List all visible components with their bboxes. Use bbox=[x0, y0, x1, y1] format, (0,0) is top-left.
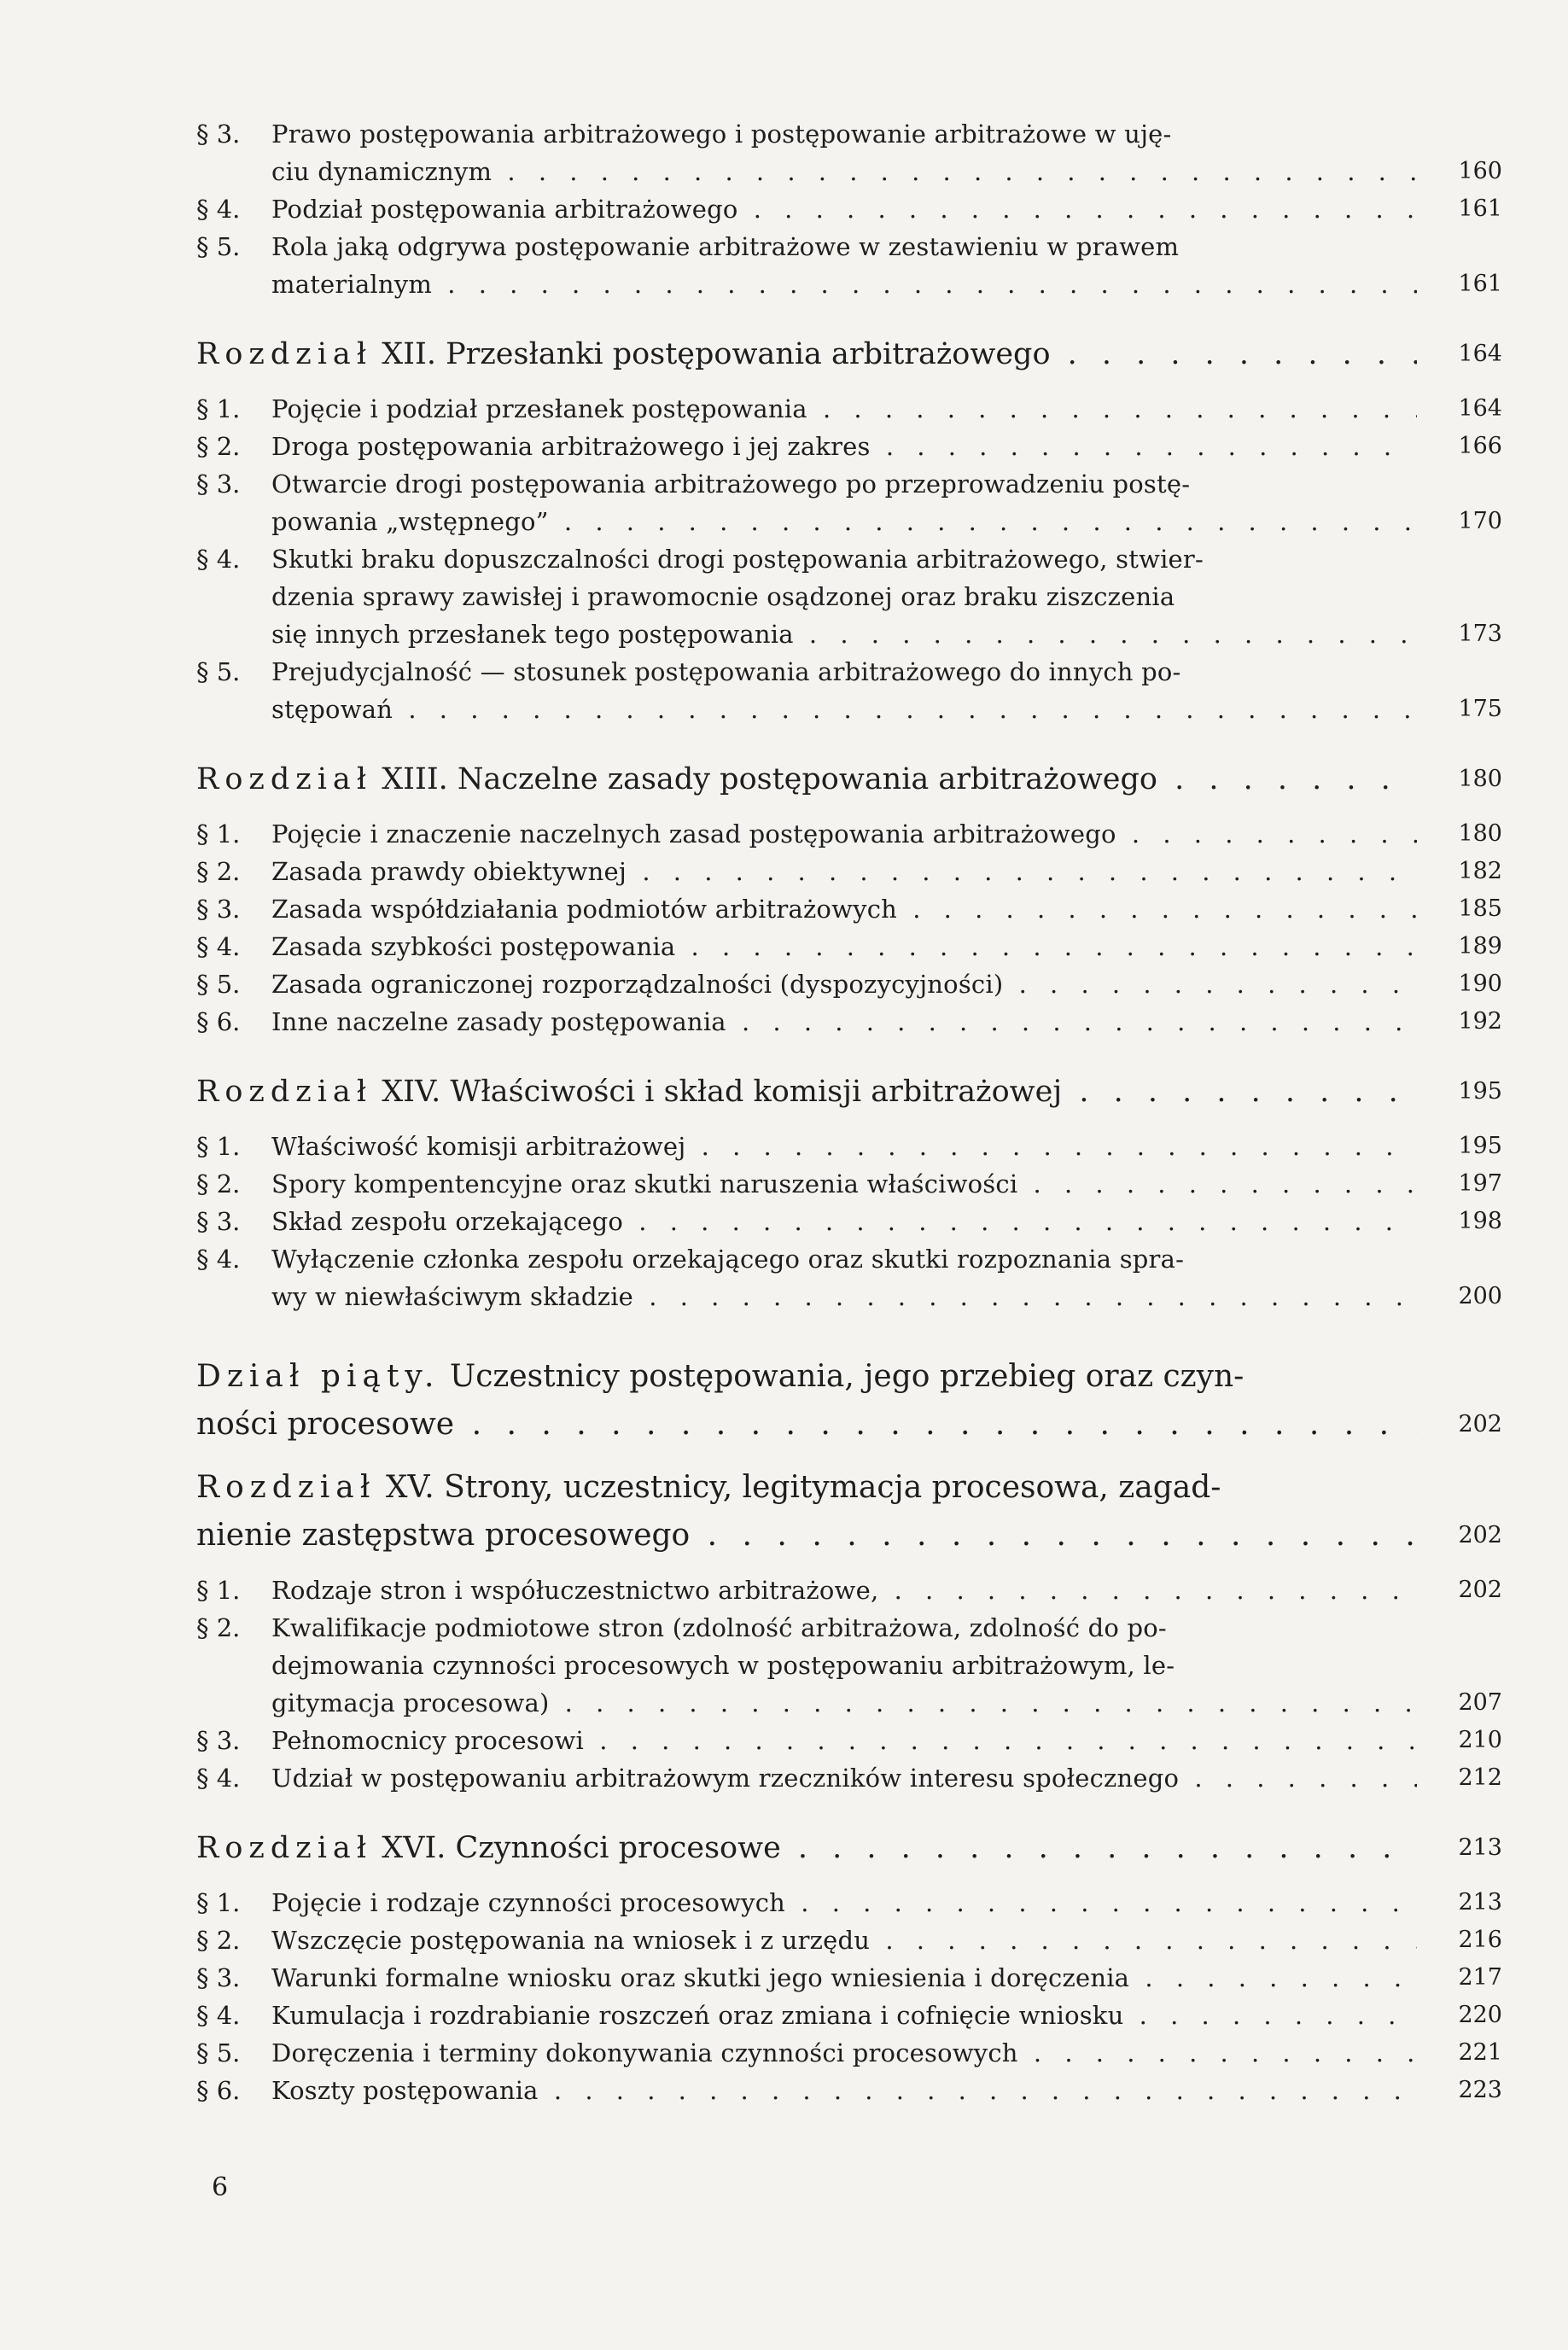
page-number: 190 bbox=[1458, 971, 1502, 997]
entry-text: Doręczenia i terminy dokonywania czynności procesowych bbox=[271, 2038, 1018, 2067]
page-number: 207 bbox=[1458, 1689, 1502, 1716]
toc-entry bbox=[196, 2034, 1502, 2072]
section-number: § 6. bbox=[196, 2076, 241, 2105]
page-number: 202 bbox=[1458, 1577, 1502, 1603]
toc-entry-line bbox=[196, 1921, 1502, 1959]
section-number: § 4. bbox=[196, 2001, 241, 2030]
entry-text: Kwalifikacje podmiotowe stron (zdolność arbitrażowa, zdolność do po- bbox=[271, 1613, 1167, 1642]
entry-text: Podział postępowania arbitrażowego bbox=[271, 195, 738, 224]
chapter-page: 213 bbox=[1458, 1834, 1502, 1861]
chapter-title: XVI. Czynności procesowe bbox=[382, 1831, 781, 1865]
page-number: 198 bbox=[1458, 1208, 1502, 1234]
chapter-label: Rozdział bbox=[196, 1831, 373, 1865]
page-number: 166 bbox=[1458, 433, 1502, 459]
toc-entry bbox=[196, 1003, 1502, 1041]
toc-entry-line bbox=[196, 1884, 1502, 1921]
toc-entry-line bbox=[196, 1572, 1502, 1609]
toc-entry-line bbox=[196, 1684, 1502, 1722]
page-number: 217 bbox=[1458, 1964, 1502, 1991]
entry-text: Wszczęcie postępowania na wniosek i z urzędu bbox=[271, 1926, 871, 1955]
section-group-xi-continued bbox=[196, 115, 1502, 303]
entry-text: się innych przesłanek tego postępowania bbox=[271, 620, 794, 649]
toc-entry-line bbox=[196, 503, 1502, 540]
toc-entry bbox=[196, 1165, 1502, 1203]
toc-entry bbox=[196, 540, 1502, 653]
page-number: 173 bbox=[1458, 621, 1502, 647]
entry-text: dzenia sprawy zawisłej i prawomocnie osądzonej oraz braku ziszczenia bbox=[271, 582, 1175, 611]
section-number: § 2. bbox=[196, 1926, 241, 1955]
page-number: 161 bbox=[1458, 271, 1502, 297]
entry-text: Zasada ograniczonej rozporządzalności (dyspozycyjności) bbox=[271, 970, 1004, 999]
toc-entry-line bbox=[196, 691, 1502, 728]
toc-entry-line bbox=[196, 115, 1502, 153]
part-title-line-1: Uczestnicy postępowania, jego przebieg oraz czyn- bbox=[449, 1359, 1244, 1394]
toc-entry bbox=[196, 428, 1502, 465]
chapter-label: Rozdział bbox=[196, 1470, 376, 1505]
entry-text: Pojęcie i znaczenie naczelnych zasad postępowania arbitrażowego bbox=[271, 819, 1116, 848]
toc-entry-line bbox=[196, 1203, 1502, 1240]
section-number: § 1. bbox=[196, 1888, 241, 1917]
entry-text: Warunki formalne wniosku oraz skutki jego wniesienia i doręczenia bbox=[271, 1963, 1130, 1992]
entry-text: Wyłączenie członka zespołu orzekającego oraz skutki rozpoznania spra- bbox=[271, 1245, 1185, 1274]
toc-entry-line bbox=[196, 1240, 1502, 1278]
entry-text: Skład zespołu orzekającego bbox=[271, 1207, 624, 1236]
page-number: 160 bbox=[1458, 158, 1502, 184]
toc-entry-line bbox=[196, 965, 1502, 1003]
toc-entry-line bbox=[196, 928, 1502, 965]
section-number: § 3. bbox=[196, 469, 241, 499]
toc-entry-line bbox=[196, 1128, 1502, 1165]
section-group-xiii bbox=[196, 815, 1502, 1041]
toc-entry-line bbox=[196, 465, 1502, 503]
entry-text: Inne naczelne zasady postępowania bbox=[271, 1007, 726, 1036]
toc-entry bbox=[196, 1921, 1502, 1959]
toc-entry bbox=[196, 465, 1502, 540]
toc-entry bbox=[196, 653, 1502, 728]
entry-text: Skutki braku dopuszczalności drogi postępowania arbitrażowego, stwier- bbox=[271, 545, 1204, 574]
page-number: 182 bbox=[1458, 858, 1502, 884]
toc-entry-line bbox=[196, 2034, 1502, 2072]
page-number: 185 bbox=[1458, 895, 1502, 922]
toc-entry bbox=[196, 228, 1502, 303]
entry-text: Kumulacja i rozdrabianie roszczeń oraz zmiana i cofnięcie wniosku bbox=[271, 2001, 1124, 2030]
part-page: 202 bbox=[1458, 1411, 1502, 1437]
toc-entry-line bbox=[196, 1278, 1502, 1315]
chapter-xiii-heading bbox=[196, 755, 1502, 803]
section-number: § 5. bbox=[196, 2038, 241, 2067]
chapter-page: 180 bbox=[1458, 766, 1502, 792]
section-number: § 4. bbox=[196, 1245, 241, 1274]
section-group-xii bbox=[196, 390, 1502, 728]
toc-entry-line bbox=[196, 815, 1502, 853]
toc-entry bbox=[196, 965, 1502, 1003]
section-number: § 2. bbox=[196, 1613, 241, 1642]
entry-text: Droga postępowania arbitrażowego i jej zakres bbox=[271, 432, 871, 461]
chapter-page: 195 bbox=[1458, 1078, 1502, 1105]
entry-text: wy w niewłaściwym składzie bbox=[271, 1282, 634, 1311]
chapter-title: XIII. Naczelne zasady postępowania arbitrażowego bbox=[382, 762, 1157, 796]
toc-entry bbox=[196, 890, 1502, 928]
entry-text: gitymacja procesowa) bbox=[271, 1688, 550, 1717]
page-number: 170 bbox=[1458, 508, 1502, 534]
section-number: § 3. bbox=[196, 1207, 241, 1236]
toc-entry-line bbox=[196, 265, 1502, 303]
chapter-page: 164 bbox=[1458, 341, 1502, 367]
section-number: § 2. bbox=[196, 432, 241, 461]
page-number: 192 bbox=[1458, 1008, 1502, 1035]
chapter-title: XII. Przesłanki postępowania arbitrażowego bbox=[382, 337, 1051, 371]
entry-text: Udział w postępowaniu arbitrażowym rzeczników interesu społecznego bbox=[271, 1764, 1180, 1793]
page-number: 216 bbox=[1458, 1927, 1502, 1953]
toc-entry bbox=[196, 115, 1502, 190]
section-number: § 1. bbox=[196, 1132, 241, 1161]
page-number: 161 bbox=[1458, 195, 1502, 222]
toc-entry-line bbox=[196, 1003, 1502, 1041]
toc-entry bbox=[196, 1203, 1502, 1240]
entry-text: Zasada prawdy obiektywnej bbox=[271, 857, 627, 886]
entry-text: Prawo postępowania arbitrażowego i postępowanie arbitrażowe w uję- bbox=[271, 120, 1172, 149]
entry-text: dejmowania czynności procesowych w postępowaniu arbitrażowym, le- bbox=[271, 1651, 1175, 1680]
toc-entry-line bbox=[196, 390, 1502, 428]
toc-entry-line bbox=[196, 1997, 1502, 2034]
toc-entry-line bbox=[196, 190, 1502, 228]
entry-text: Zasada współdziałania podmiotów arbitrażowych bbox=[271, 895, 898, 924]
toc-entry-line bbox=[196, 540, 1502, 578]
toc-entry bbox=[196, 1959, 1502, 1997]
entry-text: ciu dynamicznym bbox=[271, 157, 493, 186]
entry-text: Rodzaje stron i współuczestnictwo arbitrażowe, bbox=[271, 1576, 879, 1605]
section-number: § 4. bbox=[196, 545, 241, 574]
toc-entry-line bbox=[196, 653, 1502, 691]
chapter-xv-heading bbox=[196, 1464, 1502, 1560]
section-number: § 5. bbox=[196, 970, 241, 999]
toc-entry bbox=[196, 1128, 1502, 1165]
entry-text: Spory kompentencyjne oraz skutki naruszenia właściwości bbox=[271, 1169, 1018, 1198]
section-number: § 3. bbox=[196, 1963, 241, 1992]
page-number-mark: 6 bbox=[212, 2172, 229, 2202]
page-number: 200 bbox=[1458, 1283, 1502, 1309]
page-number: 213 bbox=[1458, 1889, 1502, 1916]
entry-text: Otwarcie drogi postępowania arbitrażowego po przeprowadzeniu postę- bbox=[271, 469, 1191, 499]
toc-entry bbox=[196, 928, 1502, 965]
table-of-contents bbox=[196, 115, 1502, 2109]
section-number: § 5. bbox=[196, 657, 241, 686]
toc-entry bbox=[196, 1997, 1502, 2034]
toc-entry bbox=[196, 1759, 1502, 1797]
entry-text: materialnym bbox=[271, 270, 433, 299]
section-number: § 4. bbox=[196, 195, 241, 224]
toc-entry-line bbox=[196, 2072, 1502, 2109]
toc-entry bbox=[196, 390, 1502, 428]
entry-text: powania „wstępnego” bbox=[271, 507, 549, 536]
section-group-xv bbox=[196, 1572, 1502, 1797]
chapter-xiv-heading bbox=[196, 1068, 1502, 1116]
chapter-title-line-2: nienie zastępstwa procesowego bbox=[196, 1518, 691, 1553]
chapter-title-line-1: XV. Strony, uczestnicy, legitymacja procesowa, zagad- bbox=[385, 1470, 1221, 1505]
toc-entry-line bbox=[196, 1759, 1502, 1797]
chapter-label: Rozdział bbox=[196, 337, 373, 371]
part-title-line-2: ności procesowe bbox=[196, 1407, 455, 1442]
toc-entry bbox=[196, 1609, 1502, 1722]
section-number: § 2. bbox=[196, 857, 241, 886]
section-number: § 3. bbox=[196, 120, 241, 149]
toc-entry-line bbox=[196, 1959, 1502, 1997]
page-number: 210 bbox=[1458, 1727, 1502, 1753]
page-number: 180 bbox=[1458, 820, 1502, 847]
entry-text: Rola jaką odgrywa postępowanie arbitrażowe w zestawieniu w prawem bbox=[271, 232, 1180, 261]
toc-entry bbox=[196, 1722, 1502, 1759]
entry-text: Koszty postępowania bbox=[271, 2076, 539, 2105]
entry-text: Pojęcie i podział przesłanek postępowania bbox=[271, 394, 807, 423]
page-number: 221 bbox=[1458, 2039, 1502, 2066]
section-number: § 1. bbox=[196, 1576, 241, 1605]
entry-text: Zasada szybkości postępowania bbox=[271, 932, 676, 961]
chapter-xvi-heading bbox=[196, 1824, 1502, 1872]
page-number: 164 bbox=[1458, 395, 1502, 422]
entry-text: Właściwość komisji arbitrażowej bbox=[271, 1132, 686, 1161]
chapter-label: Rozdział bbox=[196, 1075, 373, 1109]
page-number: 212 bbox=[1458, 1764, 1502, 1791]
chapter-label: Rozdział bbox=[196, 762, 373, 796]
page-number: 175 bbox=[1458, 696, 1502, 722]
entry-text: stępowań bbox=[271, 695, 393, 724]
toc-entry-line bbox=[196, 578, 1502, 615]
section-group-xvi bbox=[196, 1884, 1502, 2109]
section-number: § 4. bbox=[196, 932, 241, 961]
toc-entry bbox=[196, 853, 1502, 890]
part-five-heading bbox=[196, 1353, 1502, 1449]
section-number: § 1. bbox=[196, 819, 241, 848]
page-number: 220 bbox=[1458, 2002, 1502, 2028]
toc-entry-line bbox=[196, 228, 1502, 265]
section-number: § 3. bbox=[196, 1726, 241, 1755]
entry-text: Pełnomocnicy procesowi bbox=[271, 1726, 585, 1755]
toc-entry bbox=[196, 190, 1502, 228]
section-group-xiv bbox=[196, 1128, 1502, 1315]
toc-entry bbox=[196, 1884, 1502, 1921]
page-number: 223 bbox=[1458, 2077, 1502, 2103]
section-number: § 2. bbox=[196, 1169, 241, 1198]
section-number: § 6. bbox=[196, 1007, 241, 1036]
toc-entry-line bbox=[196, 1722, 1502, 1759]
chapter-title: XIV. Właściwości i skład komisji arbitrażowej bbox=[382, 1075, 1063, 1109]
entry-text: Pojęcie i rodzaje czynności procesowych bbox=[271, 1888, 786, 1917]
page-number: 189 bbox=[1458, 933, 1502, 959]
chapter-page: 202 bbox=[1458, 1522, 1502, 1548]
toc-entry-line bbox=[196, 1647, 1502, 1684]
toc-entry-line bbox=[196, 1609, 1502, 1647]
toc-entry-line bbox=[196, 153, 1502, 190]
toc-entry-line bbox=[196, 615, 1502, 653]
page-number: 195 bbox=[1458, 1133, 1502, 1159]
toc-entry bbox=[196, 2072, 1502, 2109]
toc-entry bbox=[196, 815, 1502, 853]
section-number: § 3. bbox=[196, 895, 241, 924]
section-number: § 4. bbox=[196, 1764, 241, 1793]
toc-entry-line bbox=[196, 853, 1502, 890]
toc-entry-line bbox=[196, 428, 1502, 465]
chapter-xii-heading bbox=[196, 330, 1502, 378]
toc-entry bbox=[196, 1572, 1502, 1609]
page-number: 197 bbox=[1458, 1170, 1502, 1197]
part-label: Dział piąty. bbox=[196, 1359, 440, 1394]
section-number: § 5. bbox=[196, 232, 241, 261]
toc-entry-line bbox=[196, 1165, 1502, 1203]
entry-text: Prejudycjalność — stosunek postępowania arbitrażowego do innych po- bbox=[271, 657, 1181, 686]
section-number: § 1. bbox=[196, 394, 241, 423]
toc-entry-line bbox=[196, 890, 1502, 928]
toc-entry bbox=[196, 1240, 1502, 1315]
